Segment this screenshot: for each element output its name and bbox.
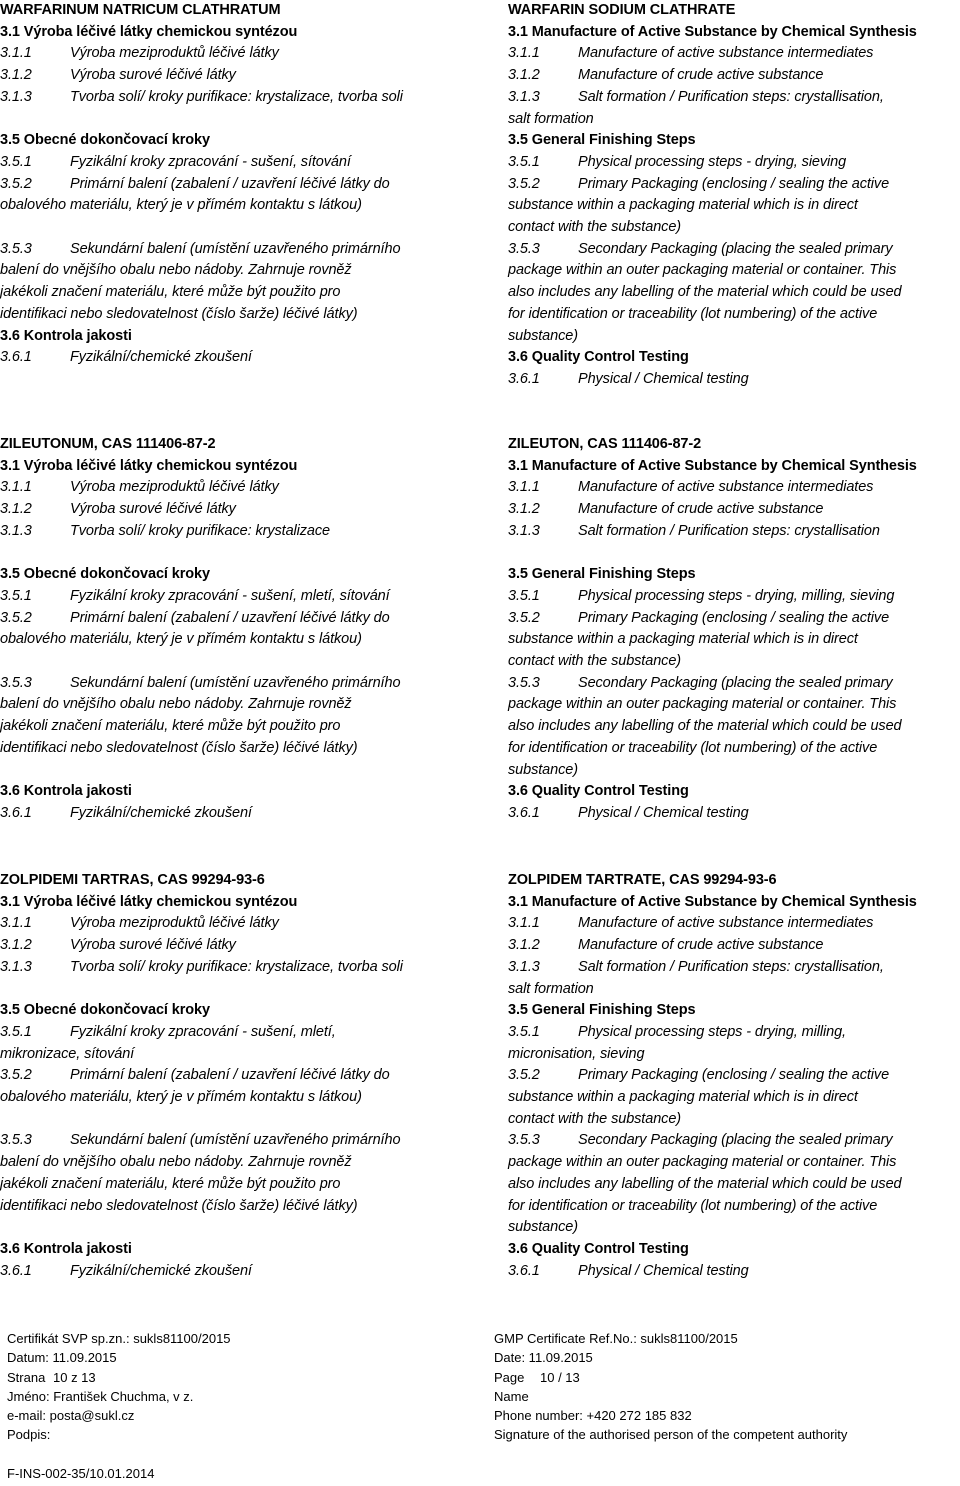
item-text-cont: substance) [508, 761, 578, 778]
item-text: Fyzikální kroky zpracování - sušení, sítování [70, 153, 351, 170]
item-text: Výroba meziproduktů léčivé látky [70, 915, 279, 932]
certificate-date: Date: 11.09.2015 [494, 1350, 593, 1366]
substance-title: ZILEUTONUM, CAS 111406-87-2 [0, 436, 216, 452]
item-number: 3.5.2 [0, 175, 32, 192]
item-text: Tvorba solí/ kroky purifikace: krystalizace, tvorba soli [70, 88, 403, 105]
item-text-cont: jakékoli značení materiálu, které může být použito pro [0, 284, 341, 301]
item-text: Výroba surové léčivé látky [70, 937, 236, 954]
item-text: Tvorba solí/ kroky purifikace: krystalizace [70, 522, 331, 539]
substance-title: WARFARINUM NATRICUM CLATHRATUM [0, 2, 281, 18]
item-number: 3.1.1 [0, 45, 32, 62]
item-text-cont: identifikaci nebo sledovatelnost (číslo šarže) léčivé látky) [0, 739, 358, 756]
heading-3-1: 3.1 Manufacture of Active Substance by Chemical Synthesis [508, 23, 917, 40]
section-warfarin-cz [0, 0, 460, 369]
item-text: Manufacture of active substance intermediates [578, 45, 874, 62]
form-code: F-INS-002-35/10.01.2014 [7, 1466, 155, 1481]
item-text: Physical / Chemical testing [578, 1262, 749, 1279]
item-text: Tvorba solí/ kroky purifikace: krystalizace, tvorba soli [70, 958, 403, 975]
item-number: 3.1.3 [0, 958, 32, 975]
item-number: 3.1.1 [0, 479, 32, 496]
item-text-cont: package within an outer packaging material or container. This [508, 696, 897, 713]
item-number: 3.1.2 [0, 501, 32, 518]
heading-3-6: 3.6 Quality Control Testing [508, 349, 689, 366]
item-text: Physical processing steps - drying, milling, [578, 1023, 846, 1040]
item-number: 3.5.1 [508, 153, 540, 170]
item-number: 3.1.1 [508, 45, 540, 62]
item-text: Primary Packaging (enclosing / sealing the active [578, 1067, 890, 1084]
item-number: 3.1.2 [508, 501, 540, 518]
item-text: Manufacture of crude active substance [578, 501, 824, 518]
item-text-cont: balení do vnějšího obalu nebo nádoby. Zahrnuje rovněž [0, 262, 352, 279]
item-text-cont: contact with the substance) [508, 219, 682, 236]
item-text-cont: balení do vnějšího obalu nebo nádoby. Zahrnuje rovněž [0, 696, 352, 713]
item-text-cont: substance) [508, 1219, 578, 1236]
item-text-cont: salt formation [508, 110, 594, 127]
item-text-cont: substance) [508, 327, 578, 344]
heading-3-6: 3.6 Quality Control Testing [508, 783, 689, 800]
item-text: Physical processing steps - drying, milling, sieving [578, 587, 895, 604]
item-text: Fyzikální/chemické zkoušení [70, 1262, 252, 1279]
heading-3-6: 3.6 Quality Control Testing [508, 1240, 689, 1257]
item-number: 3.1.2 [508, 937, 540, 954]
item-text-cont: substance within a packaging material which is in direct [508, 631, 858, 648]
item-text: Sekundární balení (umístění uzavřeného primárního [70, 674, 401, 691]
contact-phone: Phone number: +420 272 185 832 [494, 1408, 692, 1424]
item-text-cont: jakékoli značení materiálu, které může být použito pro [0, 718, 341, 735]
item-text-cont: obalového materiálu, který je v přímém kontaktu s látkou) [0, 1089, 362, 1106]
item-number: 3.1.2 [0, 67, 32, 84]
signature-label: Podpis: [7, 1427, 51, 1443]
heading-3-1: 3.1 Manufacture of Active Substance by Chemical Synthesis [508, 457, 917, 474]
item-number: 3.1.1 [508, 479, 540, 496]
certificate-ref: GMP Certificate Ref.No.: sukls81100/2015 [494, 1331, 738, 1346]
section-warfarin-en [508, 0, 960, 391]
heading-3-5: 3.5 Obecné dokončovací kroky [0, 1002, 210, 1019]
item-text-cont: substance within a packaging material which is in direct [508, 1089, 858, 1106]
signature-label: Signature of the authorised person of the competent authority [494, 1427, 848, 1443]
item-text: Salt formation / Purification steps: crystallisation, [578, 88, 884, 105]
heading-3-5: 3.5 General Finishing Steps [508, 1002, 696, 1019]
item-number: 3.1.1 [0, 915, 32, 932]
item-text-cont: obalového materiálu, který je v přímém kontaktu s látkou) [0, 631, 362, 648]
page-number: 10 z 13 [53, 1369, 96, 1385]
item-number: 3.6.1 [0, 349, 32, 366]
item-text-cont: salt formation [508, 980, 594, 997]
item-text: Manufacture of crude active substance [578, 67, 824, 84]
item-number: 3.6.1 [508, 370, 540, 387]
item-text: Sekundární balení (umístění uzavřeného primárního [70, 240, 401, 257]
item-text: Primární balení (zabalení / uzavření léčivé látky do [70, 609, 390, 626]
footer-en [494, 1329, 847, 1445]
item-text-cont: substance within a packaging material which is in direct [508, 197, 858, 214]
page-number: 10 / 13 [540, 1369, 580, 1385]
item-text: Fyzikální/chemické zkoušení [70, 349, 252, 366]
heading-3-1: 3.1 Výroba léčivé látky chemickou syntézou [0, 457, 298, 474]
item-text: Physical / Chemical testing [578, 804, 749, 821]
item-text: Primary Packaging (enclosing / sealing the active [578, 609, 890, 626]
heading-3-6: 3.6 Kontrola jakosti [0, 1240, 132, 1257]
item-text-cont: jakékoli značení materiálu, které může být použito pro [0, 1175, 341, 1192]
item-number: 3.1.3 [508, 522, 540, 539]
item-text: Secondary Packaging (placing the sealed primary [578, 240, 893, 257]
item-number: 3.5.3 [508, 1132, 540, 1149]
heading-3-5: 3.5 Obecné dokončovací kroky [0, 566, 210, 583]
item-number: 3.5.3 [0, 674, 32, 691]
item-number: 3.5.2 [0, 1067, 32, 1084]
item-text: Manufacture of crude active substance [578, 937, 824, 954]
page-label: Page [494, 1369, 525, 1385]
item-text-cont: micronisation, sieving [508, 1045, 645, 1062]
item-text: Manufacture of active substance intermediates [578, 915, 874, 932]
signatory-name: Jméno: František Chuchma, v z. [7, 1388, 194, 1404]
item-number: 3.1.3 [508, 88, 540, 105]
section-zileuton-cz [0, 434, 460, 825]
section-zolpidem-cz [0, 870, 460, 1282]
contact-email: e-mail: posta@sukl.cz [7, 1408, 135, 1424]
page-label: Strana [7, 1369, 46, 1385]
item-text: Primární balení (zabalení / uzavření léčivé látky do [70, 1067, 390, 1084]
item-number: 3.6.1 [0, 1262, 32, 1279]
item-text-cont: contact with the substance) [508, 1110, 682, 1127]
heading-3-6: 3.6 Kontrola jakosti [0, 327, 132, 344]
substance-title: WARFARIN SODIUM CLATHRATE [508, 2, 736, 18]
item-number: 3.1.1 [508, 915, 540, 932]
item-number: 3.5.1 [0, 153, 32, 170]
item-number: 3.1.2 [0, 937, 32, 954]
item-number: 3.5.2 [508, 609, 540, 626]
item-number: 3.5.3 [508, 240, 540, 257]
item-text: Výroba meziproduktů léčivé látky [70, 479, 279, 496]
item-number: 3.5.1 [0, 587, 32, 604]
item-text-cont: package within an outer packaging material or container. This [508, 1154, 897, 1171]
item-text: Salt formation / Purification steps: crystallisation, [578, 958, 884, 975]
footer-cz [7, 1329, 231, 1445]
item-text: Fyzikální kroky zpracování - sušení, mletí, sítování [70, 587, 390, 604]
item-text-cont: identifikaci nebo sledovatelnost (číslo šarže) léčivé látky) [0, 1197, 358, 1214]
item-text-cont: also includes any labelling of the material which could be used [508, 284, 902, 301]
item-number: 3.5.1 [0, 1023, 32, 1040]
item-text-cont: mikronizace, sítování [0, 1045, 135, 1062]
substance-title: ZOLPIDEM TARTRATE, CAS 99294-93-6 [508, 872, 777, 888]
item-text: Výroba surové léčivé látky [70, 501, 236, 518]
item-text-cont: for identification or traceability (lot numbering) of the active [508, 1197, 878, 1214]
item-number: 3.5.2 [508, 1067, 540, 1084]
item-number: 3.6.1 [508, 804, 540, 821]
item-number: 3.1.3 [508, 958, 540, 975]
item-text: Primární balení (zabalení / uzavření léčivé látky do [70, 175, 390, 192]
item-text: Salt formation / Purification steps: crystallisation [578, 522, 880, 539]
item-number: 3.1.2 [508, 67, 540, 84]
heading-3-5: 3.5 General Finishing Steps [508, 566, 696, 583]
heading-3-1: 3.1 Výroba léčivé látky chemickou syntézou [0, 893, 298, 910]
item-number: 3.5.2 [508, 175, 540, 192]
item-text-cont: package within an outer packaging material or container. This [508, 262, 897, 279]
item-text: Výroba meziproduktů léčivé látky [70, 45, 279, 62]
item-text: Manufacture of active substance intermediates [578, 479, 874, 496]
heading-3-5: 3.5 General Finishing Steps [508, 132, 696, 149]
item-number: 3.5.3 [508, 674, 540, 691]
item-number: 3.5.3 [0, 1132, 32, 1149]
signatory-name: Name [494, 1388, 529, 1404]
item-text-cont: obalového materiálu, který je v přímém kontaktu s látkou) [0, 197, 362, 214]
item-text-cont: for identification or traceability (lot numbering) of the active [508, 739, 878, 756]
heading-3-6: 3.6 Kontrola jakosti [0, 783, 132, 800]
item-number: 3.5.2 [0, 609, 32, 626]
item-text: Secondary Packaging (placing the sealed primary [578, 1132, 893, 1149]
item-text-cont: contact with the substance) [508, 653, 682, 670]
item-text-cont: balení do vnějšího obalu nebo nádoby. Zahrnuje rovněž [0, 1154, 352, 1171]
certificate-date: Datum: 11.09.2015 [7, 1350, 117, 1366]
item-text: Výroba surové léčivé látky [70, 67, 236, 84]
item-number: 3.1.3 [0, 522, 32, 539]
item-number: 3.5.1 [508, 587, 540, 604]
item-text: Fyzikální/chemické zkoušení [70, 804, 252, 821]
item-text: Primary Packaging (enclosing / sealing the active [578, 175, 890, 192]
heading-3-5: 3.5 Obecné dokončovací kroky [0, 132, 210, 149]
item-text: Sekundární balení (umístění uzavřeného primárního [70, 1132, 401, 1149]
item-text-cont: also includes any labelling of the material which could be used [508, 718, 902, 735]
item-number: 3.5.3 [0, 240, 32, 257]
item-text: Secondary Packaging (placing the sealed primary [578, 674, 893, 691]
substance-title: ZILEUTON, CAS 111406-87-2 [508, 436, 702, 452]
item-text-cont: identifikaci nebo sledovatelnost (číslo šarže) léčivé látky) [0, 305, 358, 322]
section-zolpidem-en [508, 870, 960, 1282]
heading-3-1: 3.1 Výroba léčivé látky chemickou syntézou [0, 23, 298, 40]
item-number: 3.5.1 [508, 1023, 540, 1040]
certificate-ref: Certifikát SVP sp.zn.: sukls81100/2015 [7, 1331, 231, 1346]
item-text-cont: for identification or traceability (lot numbering) of the active [508, 305, 878, 322]
section-zileuton-en [508, 434, 960, 825]
item-number: 3.6.1 [508, 1262, 540, 1279]
item-number: 3.6.1 [0, 804, 32, 821]
item-text: Fyzikální kroky zpracování - sušení, mletí, [70, 1023, 336, 1040]
item-text: Physical / Chemical testing [578, 370, 749, 387]
item-text: Physical processing steps - drying, sieving [578, 153, 847, 170]
item-number: 3.1.3 [0, 88, 32, 105]
item-text-cont: also includes any labelling of the material which could be used [508, 1175, 902, 1192]
heading-3-1: 3.1 Manufacture of Active Substance by Chemical Synthesis [508, 893, 917, 910]
substance-title: ZOLPIDEMI TARTRAS, CAS 99294-93-6 [0, 872, 265, 888]
